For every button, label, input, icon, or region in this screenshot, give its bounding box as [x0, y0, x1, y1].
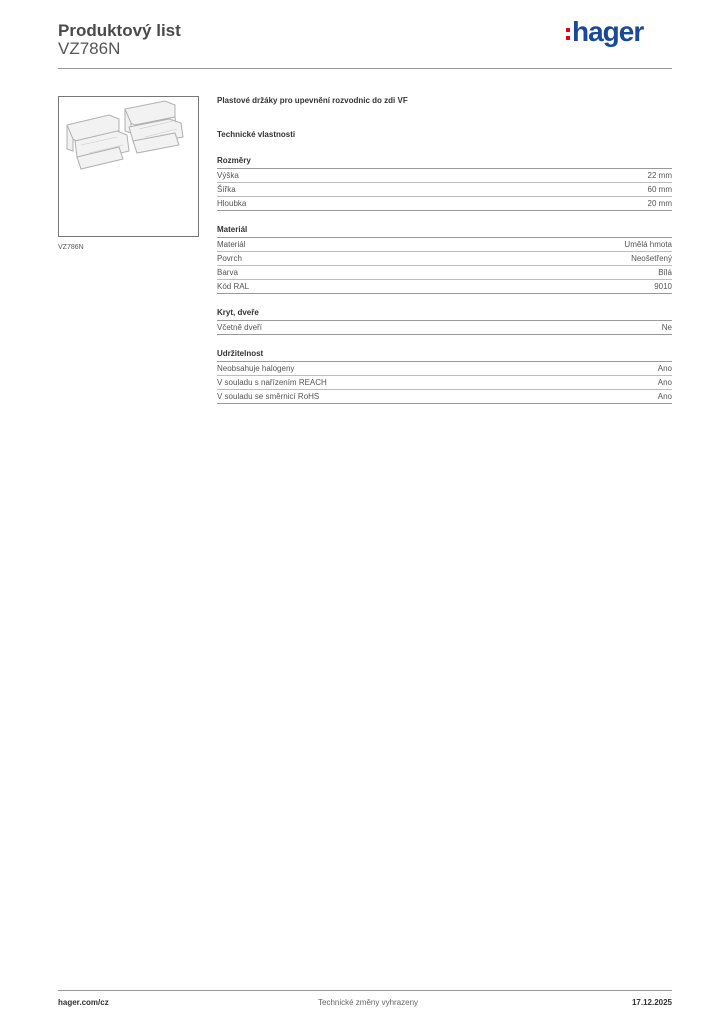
spec-label: Neobsahuje halogeny	[217, 364, 295, 373]
spec-row	[217, 197, 672, 211]
logo-text: hager	[572, 16, 644, 47]
spec-row	[217, 266, 672, 280]
product-code: VZ786N	[58, 39, 121, 58]
footer-divider	[58, 990, 672, 991]
product-description: Plastové držáky pro upevnění rozvodnic do zdi VF	[217, 96, 408, 105]
spec-value: 22 mm	[647, 171, 672, 180]
spec-value: Neošetřený	[631, 254, 672, 263]
spec-row	[217, 183, 672, 197]
section-title: Materiál	[217, 225, 672, 238]
section-title: Kryt, dveře	[217, 308, 672, 321]
spec-value: Bílá	[658, 268, 672, 277]
spec-value: Umělá hmota	[624, 240, 672, 249]
spec-value: 60 mm	[647, 185, 672, 194]
spec-value: Ne	[661, 323, 672, 332]
wall-bracket-image-icon	[59, 97, 198, 236]
spec-row	[217, 169, 672, 183]
spec-label: Hloubka	[217, 199, 247, 208]
footer-notice: Technické změny vyhrazeny	[318, 998, 419, 1007]
spec-row	[217, 238, 672, 252]
spec-value: Ano	[657, 392, 672, 401]
spec-label: Barva	[217, 268, 238, 277]
spec-section-material	[217, 225, 672, 294]
spec-label: V souladu se směrnicí RoHS	[217, 392, 320, 401]
tech-properties-title: Technické vlastnosti	[217, 130, 296, 139]
spec-row	[217, 252, 672, 266]
image-caption: VZ786N	[58, 244, 84, 251]
header-divider	[58, 68, 672, 69]
spec-value: Ano	[657, 378, 672, 387]
hager-logo	[566, 15, 666, 49]
spec-label: Kód RAL	[217, 282, 250, 291]
spec-label: V souladu s nařízením REACH	[217, 378, 327, 387]
footer-date: 17.12.2025	[631, 998, 672, 1007]
spec-label: Materiál	[217, 240, 246, 249]
spec-row	[217, 376, 672, 390]
footer-website-link[interactable]: hager.com/cz	[58, 998, 109, 1007]
spec-value: 9010	[654, 282, 672, 291]
document-title: Produktový list	[58, 21, 181, 40]
spec-label: Povrch	[217, 254, 242, 263]
spec-row	[217, 321, 672, 335]
spec-label: Výška	[217, 171, 239, 180]
spec-value: 20 mm	[647, 199, 672, 208]
spec-row	[217, 390, 672, 404]
logo-dots-icon	[566, 28, 570, 40]
spec-section-cover-door	[217, 308, 672, 335]
product-image	[58, 96, 199, 237]
section-title: Rozměry	[217, 156, 672, 169]
spec-value: Ano	[657, 364, 672, 373]
spec-column	[217, 96, 672, 404]
spec-row	[217, 280, 672, 294]
spec-label: Šířka	[217, 185, 236, 194]
spec-label: Včetně dveří	[217, 323, 262, 332]
spec-section-dimensions	[217, 156, 672, 211]
section-title: Udržitelnost	[217, 349, 672, 362]
spec-row	[217, 362, 672, 376]
spec-section-sustainability	[217, 349, 672, 404]
